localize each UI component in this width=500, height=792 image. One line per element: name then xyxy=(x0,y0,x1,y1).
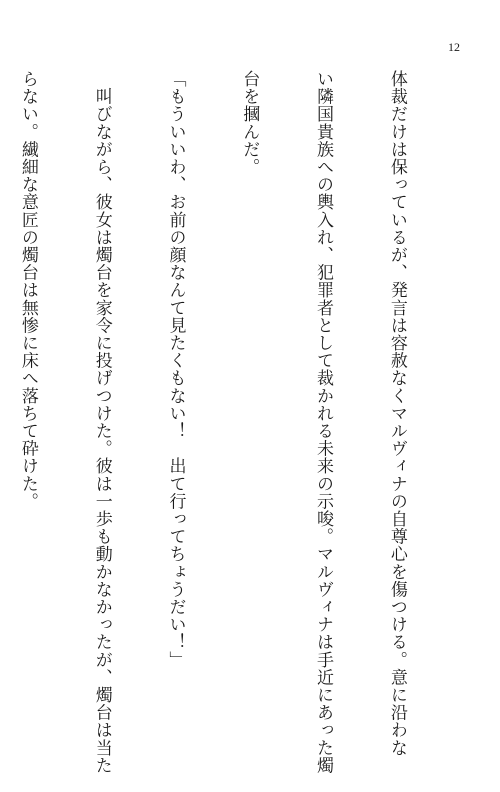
text-line: 叫びながら、彼女は燭台を家令に投げつけた。彼は一歩も動かなかったが、燭台は当た xyxy=(91,70,112,774)
page-number: 12 xyxy=(448,40,460,54)
text-line: 体裁だけは保っているが、発言は容赦なくマルヴィナの自尊心を傷つける。意に沿わな xyxy=(386,70,407,757)
novel-text xyxy=(0,70,458,774)
text-line: 台を摑んだ。 xyxy=(239,70,260,176)
text-line: らない。繊細な意匠の燭台は無惨に床へ落ちて砕けた。 xyxy=(17,70,38,510)
text-line: 「もういいわ、お前の顔なんて見たくもない！ 出て行ってちょうだい！」 xyxy=(165,70,186,669)
text-line: い隣国貴族への輿入れ、犯罪者として裁かれる未来の示唆。マルヴィナは手近にあった燭 xyxy=(313,70,334,774)
